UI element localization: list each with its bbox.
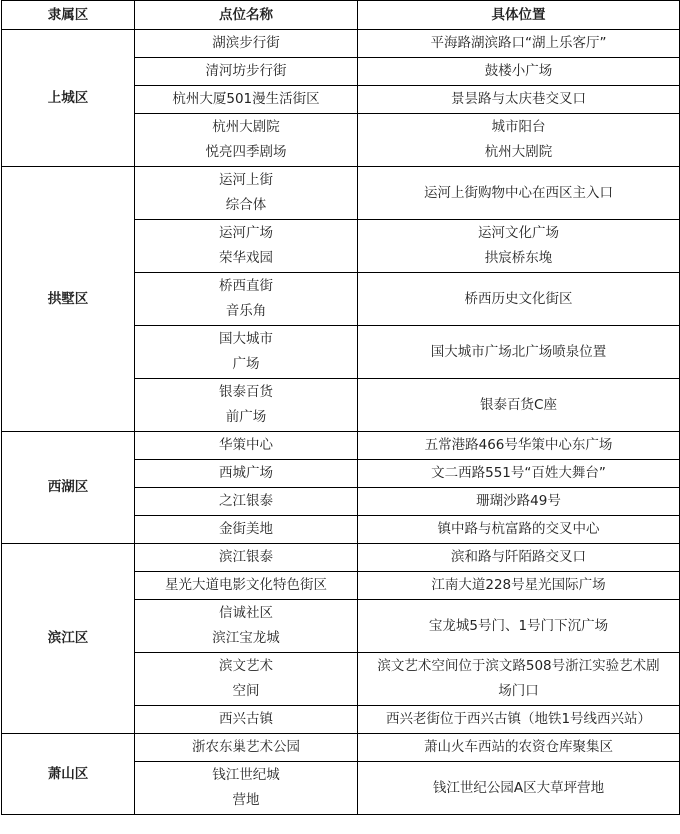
venue-name-cell	[135, 167, 358, 220]
venue-name-line: 广场	[232, 356, 260, 372]
location-cell	[358, 734, 680, 762]
location-cell	[358, 432, 680, 460]
venue-name-line: 营地	[232, 792, 260, 808]
location-line: 钱江世纪公园A区大草坪营地	[432, 779, 605, 796]
venue-name-line: 滨江银泰	[219, 549, 273, 565]
location-line: 滨和路与阡陌路交叉口	[451, 549, 586, 565]
header-row	[2, 1, 680, 30]
venue-name-cell	[135, 379, 358, 432]
venue-name-cell	[135, 58, 358, 86]
venue-name-line: 钱江世纪城	[212, 767, 280, 783]
venue-name-cell	[135, 544, 358, 572]
venue-name-line: 杭州大剧院	[212, 119, 280, 135]
venue-name-line: 清河坊步行街	[205, 63, 287, 79]
location-line: 杭州大剧院	[484, 144, 553, 160]
header-location: 具体位置	[358, 1, 680, 30]
venue-name-cell	[135, 114, 358, 167]
location-line: 国大城市广场北广场喷泉位置	[430, 343, 607, 360]
location-cell	[358, 706, 680, 734]
location-line: 拱宸桥东堍	[484, 250, 553, 266]
location-cell	[358, 653, 680, 706]
venue-name-line: 浙农东巢艺术公园	[192, 739, 300, 755]
location-line: 江南大道228号星光国际广场	[431, 577, 606, 593]
location-line: 鼓楼小广场	[484, 63, 553, 79]
venue-name-line: 星光大道电影文化特色街区	[165, 577, 327, 593]
venue-name-cell	[135, 600, 358, 653]
location-line: 桥西历史文化街区	[464, 290, 573, 307]
location-line: 滨文艺术空间位于滨文路508号浙江实验艺术剧	[377, 658, 660, 674]
venue-name-line: 桥西直街	[219, 278, 273, 294]
table-row	[2, 30, 680, 58]
venue-name-cell	[135, 86, 358, 114]
venue-name-line: 湖滨步行街	[212, 35, 280, 51]
header-district: 隶属区	[2, 1, 135, 30]
venue-name-line: 金街美地	[219, 521, 273, 537]
location-cell	[358, 460, 680, 488]
location-line: 运河上街购物中心在西区主入口	[424, 184, 613, 201]
location-cell	[358, 600, 680, 653]
venue-name-cell	[135, 273, 358, 326]
venue-name-line: 前广场	[225, 409, 267, 425]
location-line: 宝龙城5号门、1号门下沉广场	[428, 617, 609, 634]
district-cell: 拱墅区	[2, 167, 135, 432]
venue-name-cell	[135, 516, 358, 544]
venue-name-line: 荣华戏园	[219, 250, 273, 266]
venue-name-cell	[135, 488, 358, 516]
location-line: 运河文化广场	[478, 225, 559, 241]
location-cell	[358, 326, 680, 379]
venue-name-cell	[135, 30, 358, 58]
venue-name-line: 运河上街	[219, 172, 273, 188]
location-cell	[358, 273, 680, 326]
venue-name-line: 信诚社区	[219, 605, 273, 621]
venue-name-line: 音乐角	[225, 303, 267, 319]
venue-name-line: 运河广场	[219, 225, 273, 241]
venue-name-line: 华策中心	[219, 437, 273, 453]
venue-name-cell	[135, 706, 358, 734]
venue-name-cell	[135, 220, 358, 273]
venue-name-line: 国大城市	[219, 331, 273, 347]
district-cell: 上城区	[2, 30, 135, 167]
table-row	[2, 544, 680, 572]
venue-name-line: 悦亮四季剧场	[205, 144, 287, 160]
location-line: 西兴老街位于西兴古镇（地铁1号线西兴站）	[385, 711, 652, 727]
location-line: 文二西路551号“百姓大舞台”	[431, 465, 606, 481]
header-venue-name: 点位名称	[135, 1, 358, 30]
district-cell: 萧山区	[2, 734, 135, 815]
district-cell: 西湖区	[2, 432, 135, 544]
location-line: 场门口	[498, 683, 539, 699]
venue-name-line: 西城广场	[219, 465, 273, 481]
venue-name-cell	[135, 432, 358, 460]
table-row	[2, 432, 680, 460]
venue-name-line: 银泰百货	[219, 384, 273, 400]
location-line: 镇中路与杭富路的交叉中心	[437, 521, 600, 537]
location-cell	[358, 544, 680, 572]
location-line: 萧山火车西站的农资仓库聚集区	[424, 739, 613, 755]
location-cell	[358, 86, 680, 114]
location-line: 五常港路466号华策中心东广场	[424, 437, 613, 453]
venue-name-cell	[135, 762, 358, 815]
location-line: 城市阳台	[491, 119, 546, 135]
location-cell	[358, 58, 680, 86]
location-line: 银泰百货C座	[480, 396, 557, 413]
venue-name-cell	[135, 460, 358, 488]
location-cell	[358, 762, 680, 815]
location-cell	[358, 30, 680, 58]
location-cell	[358, 516, 680, 544]
performance-venues-table	[1, 0, 680, 815]
venue-name-line: 滨文艺术	[219, 658, 273, 674]
table-row	[2, 734, 680, 762]
venue-name-line: 之江银泰	[219, 493, 273, 509]
venue-name-cell	[135, 326, 358, 379]
location-cell	[358, 572, 680, 600]
venue-name-cell	[135, 653, 358, 706]
table-body	[2, 30, 680, 815]
venue-name-cell	[135, 734, 358, 762]
venue-name-cell	[135, 572, 358, 600]
location-line: 珊瑚沙路49号	[476, 493, 561, 509]
venue-name-line: 综合体	[225, 197, 267, 213]
venue-name-line: 空间	[232, 683, 260, 699]
district-cell: 滨江区	[2, 544, 135, 734]
venue-name-line: 滨江宝龙城	[212, 630, 280, 646]
location-cell	[358, 379, 680, 432]
location-cell	[358, 114, 680, 167]
venue-name-line: 杭州大厦501漫生活街区	[172, 91, 320, 107]
table-row	[2, 167, 680, 220]
location-line: 景昙路与太庆巷交叉口	[451, 91, 586, 107]
location-cell	[358, 167, 680, 220]
venue-name-line: 西兴古镇	[219, 711, 273, 727]
location-cell	[358, 488, 680, 516]
location-line: 平海路湖滨路口“湖上乐客厅”	[430, 35, 607, 51]
location-cell	[358, 220, 680, 273]
